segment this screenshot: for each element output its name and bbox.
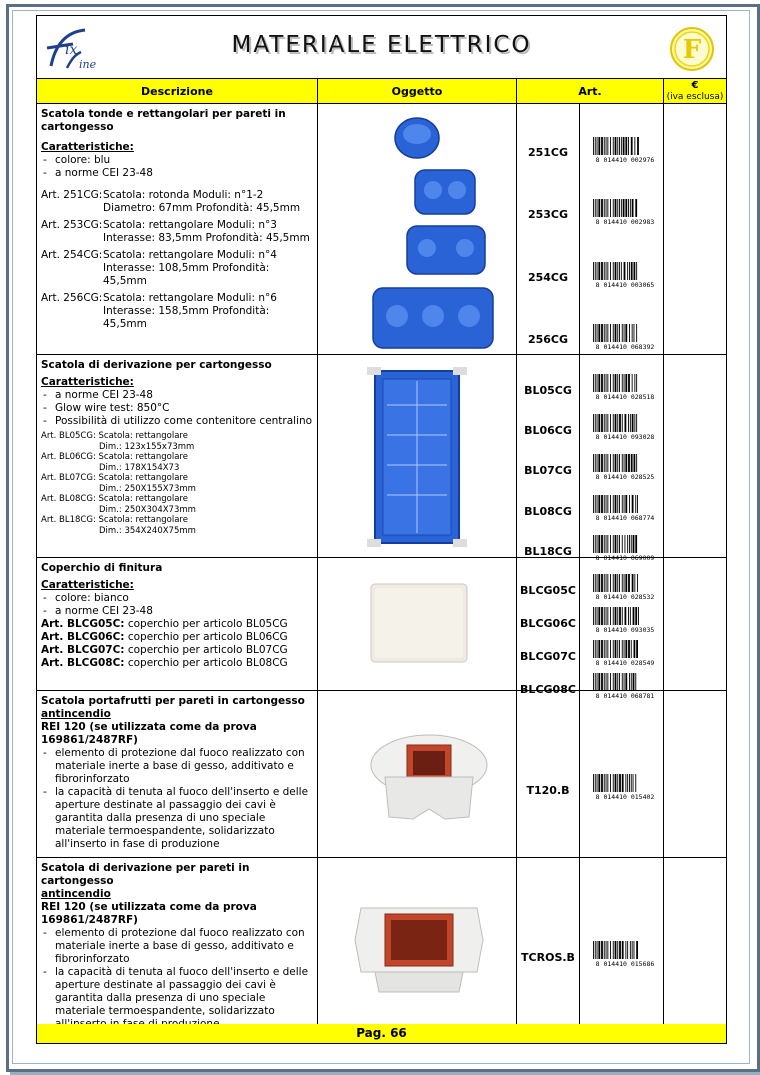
junction-box-image — [367, 365, 467, 549]
product-row — [37, 691, 726, 858]
feature-item: - a norme CEI 23-48 — [41, 389, 315, 402]
barcode — [591, 495, 659, 521]
article-code: 251CG — [527, 146, 569, 159]
barcode-number: 8 014410 069009 — [595, 554, 655, 561]
barcode — [591, 607, 659, 633]
article-code: BLCG07C — [520, 650, 576, 663]
feature-item: - la capacità di tenuta al fuoco dell'inserto e delle aperture destinate al passaggio dei cavi è garantita dalla presenza di uno speciale materiale termoespandente, solidarizzato — [41, 966, 315, 1031]
feature-item: - a norme CEI 23-48 — [41, 167, 315, 180]
product-title: Scatola di derivazione per cartongesso — [41, 359, 272, 371]
article-dims: Dim.: 250X155X73mm — [99, 483, 196, 494]
rei-note: REI 120 (se utilizzata come da prova 169861/2487RF) — [41, 721, 257, 746]
col-descrizione: Descrizione — [37, 79, 318, 104]
article-dims: Diametro: 67mm Profondità: 45,5mm — [103, 202, 301, 214]
page-number: Pag. 66 — [37, 1024, 726, 1043]
article-code: BL08CG — [524, 505, 572, 518]
article-line: Art. BLCG05C: coperchio per articolo BL05CG — [41, 618, 288, 630]
article-code: 256CG — [527, 333, 569, 346]
barcode — [591, 640, 659, 666]
page-header — [37, 16, 726, 79]
article-line: Art. BLCG08C: coperchio per articolo BL08CG — [41, 657, 288, 669]
article-line: Art. 253CG: Scatola: rettangolare Moduli: n°3 — [41, 219, 277, 231]
barcode-number: 8 014410 093028 — [595, 433, 655, 440]
features-label: Caratteristiche: — [41, 376, 134, 388]
barcode-number: 8 014410 093035 — [595, 626, 655, 633]
col-oggetto: Oggetto — [318, 79, 517, 104]
barcode-number: 8 014410 068392 — [595, 343, 655, 350]
product-title: Scatola tonde e rettangolari per pareti in cartongesso — [41, 108, 286, 133]
iva-note: (iva esclusa) — [666, 92, 724, 102]
feature-item: - colore: blu — [41, 154, 315, 167]
barcode-number: 8 014410 028549 — [595, 659, 655, 666]
article-line: Art. BLCG07C: coperchio per articolo BL07CG — [41, 644, 288, 656]
article-code: BL06CG — [524, 424, 572, 437]
article-dims: Interasse: 158,5mm Profondità: 45,5mm — [103, 305, 270, 330]
product-title: Scatola di derivazione per pareti in cartongesso — [41, 862, 250, 887]
feature-item: - colore: bianco — [41, 592, 315, 605]
article-code: 253CG — [527, 208, 569, 221]
article-line: Art. BL06CG: Scatola: rettangolare — [41, 452, 188, 462]
fire-junction-box-image — [351, 888, 487, 996]
product-row — [37, 558, 726, 699]
product-title-underlined: antincendio — [41, 708, 111, 720]
article-dims: Interasse: 108,5mm Profondità: 45,5mm — [103, 262, 270, 287]
page-title: MATERIALE ELETTRICO — [231, 32, 532, 58]
barcode — [591, 324, 659, 350]
euro-symbol: € — [691, 80, 699, 91]
product-description — [41, 695, 315, 851]
product-description — [41, 562, 315, 670]
article-dims: Dim.: 123x155x73mm — [99, 441, 195, 452]
product-title: Scatola portafrutti per pareti in cartongesso — [41, 695, 305, 707]
col-art: Art. — [517, 79, 664, 104]
article-code: BL05CG — [524, 384, 572, 397]
features-label: Caratteristiche: — [41, 141, 134, 153]
article-dims: Interasse: 83,5mm Profondità: 45,5mm — [103, 232, 310, 244]
f-badge-icon — [669, 26, 715, 72]
article-code: BLCG08C — [520, 683, 576, 696]
barcode-number: 8 014410 068781 — [595, 692, 655, 699]
barcode-number: 8 014410 002983 — [595, 218, 655, 225]
article-dims: Dim.: 354X240X75mm — [99, 525, 196, 536]
barcode — [591, 774, 659, 800]
feature-item: - Glow wire test: 850°C — [41, 402, 315, 415]
product-description — [41, 359, 315, 536]
svg-text:ine: ine — [79, 58, 97, 71]
catalog-sheet — [36, 15, 727, 1044]
article-line: Art. 254CG: Scatola: rettangolare Moduli: n°4 — [41, 249, 277, 261]
barcode-number: 8 014410 028532 — [595, 593, 655, 600]
article-code: 254CG — [527, 271, 569, 284]
barcode-number: 8 014410 068774 — [595, 514, 655, 521]
features-label: Caratteristiche: — [41, 579, 134, 591]
badge-letter: F — [682, 35, 702, 65]
article-line: Art. BL18CG: Scatola: rettangolare — [41, 515, 188, 525]
barcode-number: 8 014410 002976 — [595, 156, 655, 163]
rei-note: REI 120 (se utilizzata come da prova 169861/2487RF) — [41, 901, 257, 926]
article-line: Art. BL08CG: Scatola: rettangolare — [41, 494, 188, 504]
feature-item: - la capacità di tenuta al fuoco dell'inserto e delle aperture destinate al passaggio dei cavi è garantita dalla presenza di uno speciale materiale termoespandente, solidarizzato all'inserto in fase di produzione — [41, 786, 315, 851]
barcode — [591, 454, 659, 480]
barcode — [591, 414, 659, 440]
product-title-underlined: antincendio — [41, 888, 111, 900]
article-code: BL07CG — [524, 464, 572, 477]
barcode — [591, 137, 659, 163]
article-dims: Dim.: 178X154X73 — [99, 462, 180, 473]
barcode-number: 8 014410 003065 — [595, 281, 655, 288]
barcode — [591, 199, 659, 225]
feature-item: - Possibilità di utilizzo come contenitore centralino — [41, 415, 315, 428]
feature-item: - elemento di protezione dal fuoco realizzato con materiale inerte a base di gesso, additivato e fibrorinforzato — [41, 927, 315, 966]
barcode — [591, 374, 659, 400]
product-row — [37, 858, 726, 1024]
barcode-number: 8 014410 028518 — [595, 393, 655, 400]
article-code: BLCG06C — [520, 617, 576, 630]
barcode — [591, 262, 659, 288]
article-code: BL18CG — [524, 545, 572, 558]
article-line: Art. BL07CG: Scatola: rettangolare — [41, 473, 188, 483]
barcode-number: 8 014410 015402 — [595, 793, 655, 800]
feature-item: - a norme CEI 23-48 — [41, 605, 315, 618]
barcode-number: 8 014410 015686 — [595, 960, 655, 967]
article-line: Art. 251CG: Scatola: rotonda Moduli: n°1-2 — [41, 189, 264, 201]
col-euro — [664, 79, 726, 104]
barcode — [591, 574, 659, 600]
article-line: Art. BLCG06C: coperchio per articolo BL06CG — [41, 631, 288, 643]
article-line: Art. 256CG: Scatola: rettangolare Moduli: n°6 — [41, 292, 277, 304]
product-row — [37, 104, 726, 355]
svg-text:ix: ix — [65, 42, 78, 58]
feature-item: - elemento di protezione dal fuoco realizzato con materiale inerte a base di gesso, additivato e fibrorinforzato — [41, 747, 315, 786]
article-dims: Dim.: 250X304X73mm — [99, 504, 196, 515]
product-description — [41, 108, 315, 331]
cover-plate-image — [367, 582, 477, 668]
barcode-number: 8 014410 028525 — [595, 473, 655, 480]
product-title: Coperchio di finitura — [41, 562, 163, 574]
product-row — [37, 355, 726, 561]
fire-box-image — [367, 727, 491, 827]
product-description — [41, 862, 315, 1031]
blue-boxes-image — [367, 108, 497, 352]
article-code: BLCG05C — [520, 584, 576, 597]
article-code: TCROS.B — [521, 951, 575, 964]
article-line: Art. BL05CG: Scatola: rettangolare — [41, 431, 188, 441]
article-code: T120.B — [526, 784, 570, 797]
barcode — [591, 941, 659, 967]
